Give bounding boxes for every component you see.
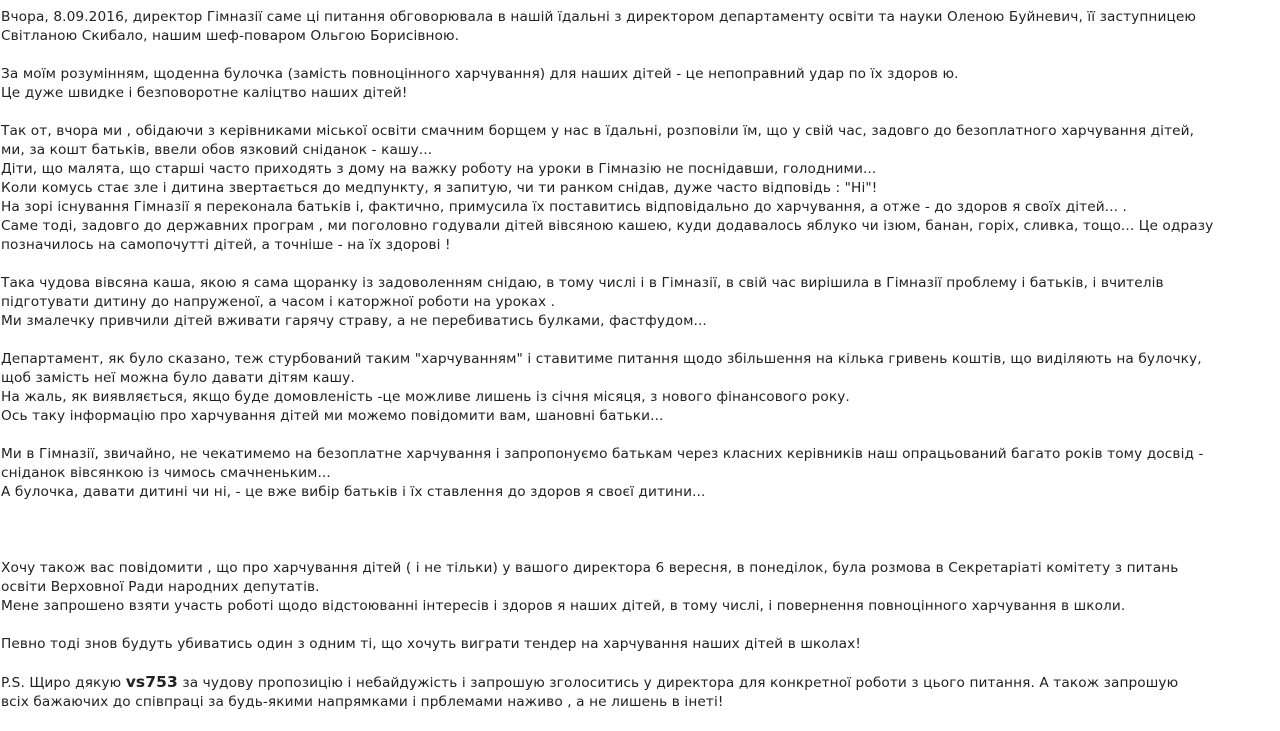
text-line: Ми змалечку привчили дітей вживати гарячу страву, а не перебиватись булками, фастфудом... — [1, 313, 707, 329]
paragraph-8 — [1, 635, 1277, 654]
text-line: освіти Верховної Ради народних депутатів. — [1, 579, 320, 595]
text-line: Діти, що малята, що старші часто приходять з дому на важку роботу на уроки в Гімназію не поснідавши, голодними... — [1, 161, 877, 177]
paragraph-3 — [1, 122, 1277, 255]
text-line: За моїм розумінням, щоденна булочка (замість повноцінного харчування) для наших дітей - це непоправний удар по їх здоров ю. — [1, 66, 959, 82]
blank-line — [1, 502, 1277, 521]
paragraph-7 — [1, 559, 1277, 616]
paragraph-6 — [1, 445, 1277, 540]
paragraph-1 — [1, 8, 1277, 46]
blank-line — [1, 521, 1277, 540]
ps-text-start: P.S. Щиро дякую — [1, 675, 126, 691]
text-line: А булочка, давати дитині чи ні, - це вже вибір батьків і їх ставлення до здоров я своєї дитини... — [1, 484, 706, 500]
text-line: ми, за кошт батьків, ввели обов язковий сніданок - кашу... — [1, 142, 433, 158]
text-line: Коли комусь стає зле і дитина звертається до медпункту, я запитую, чи ти ранком снідав, дуже часто відповідь : "Ні"! — [1, 180, 878, 196]
text-line: підготувати дитину до напруженої, а часом і каторжної роботи на уроках . — [1, 294, 556, 310]
paragraph-ps — [1, 673, 1277, 712]
text-line: На жаль, як виявляється, якщо буде домовленість -це можливе лишень із січня місяця, з нового фінансового року. — [1, 389, 850, 405]
text-line — [1, 673, 1277, 693]
text-line: Ми в Гімназії, звичайно, не чекатимемо на безоплатне харчування і запропонуємо батькам через класних керівників наш опрацьований багато років тому досвід - — [1, 446, 1204, 462]
text-line: всіх бажаючих до співпраці за будь-якими напрямками і прблемами наживо , а не лишень в інеті! — [1, 694, 724, 710]
post-body — [1, 8, 1277, 731]
text-line: Мене запрошено взяти участь роботі щодо відстоюванні інтересів і здоров я наших дітей, в тому числі, і повернення повноцінного харчування в школи. — [1, 598, 1126, 614]
text-line: Саме тоді, задовго до державних програм , ми поголовно годували дітей вівсяною кашею, куди додавалось яблуко чи ізюм, банан, горіх, сливка, тощо... Це одразу — [1, 218, 1214, 234]
text-line: Так от, вчора ми , обідаючи з керівниками міської освіти смачним борщем у нас в їдальні, розповіли їм, що у свій час, задовго до безоплатного харчування дітей, — [1, 123, 1195, 139]
paragraph-4 — [1, 274, 1277, 331]
text-line: Хочу також вас повідомити , що про харчування дітей ( і не тільки) у вашого директора 6 вересня, в понеділок, була розмова в Секретаріаті комітету з питань — [1, 560, 1179, 576]
text-line: сніданок вівсянкою із чимось смачненьким... — [1, 465, 331, 481]
text-line: Вчора, 8.09.2016, директор Гімназії саме ці питання обговорювала в нашій їдальні з директором департаменту освіти та науки Оленою Буйневич, її заступницею — [1, 9, 1197, 25]
text-line: Така чудова вівсяна каша, якою я сама щоранку із задоволенням снідаю, в тому числі і в Гімназії, в свій час вирішила в Гімназії проблему і батьків, і вчителів — [1, 275, 1164, 291]
text-line: Ось таку інформацію про харчування дітей ми можемо повідомити вам, шановні батьки... — [1, 408, 664, 424]
paragraph-2 — [1, 65, 1277, 103]
text-line: позначилось на самопочутті дітей, а точніше - на їх здорові ! — [1, 237, 451, 253]
text-line: Це дуже швидке і безповоротне каліцтво наших дітей! — [1, 85, 408, 101]
paragraph-5 — [1, 350, 1277, 426]
text-line: Певно тоді знов будуть убиватись один з одним ті, що хочуть виграти тендер на харчування наших дітей в школах! — [1, 636, 861, 652]
ps-text-end: за чудову пропозицію і небайдужість і запрошую зголоситись у директора для конкретної роботи з цього питання. А також запрошую — [177, 675, 1179, 691]
text-line: Світланою Скибало, нашим шеф-поваром Ольгою Борисівною. — [1, 28, 460, 44]
text-line: На зорі існування Гімназії я переконала батьків і, фактично, примусила їх поставитись відповідально до харчування, а отже - до здоров я своїх дітей... . — [1, 199, 1128, 215]
text-line: Департамент, як було сказано, теж стурбований таким "харчуванням" і ставитиме питання щодо збільшення на кілька гривень коштів, що виділяють на булочку, — [1, 351, 1202, 367]
username-mention: vs753 — [125, 673, 178, 691]
text-line: щоб замість неї можна було давати дітям кашу. — [1, 370, 355, 386]
